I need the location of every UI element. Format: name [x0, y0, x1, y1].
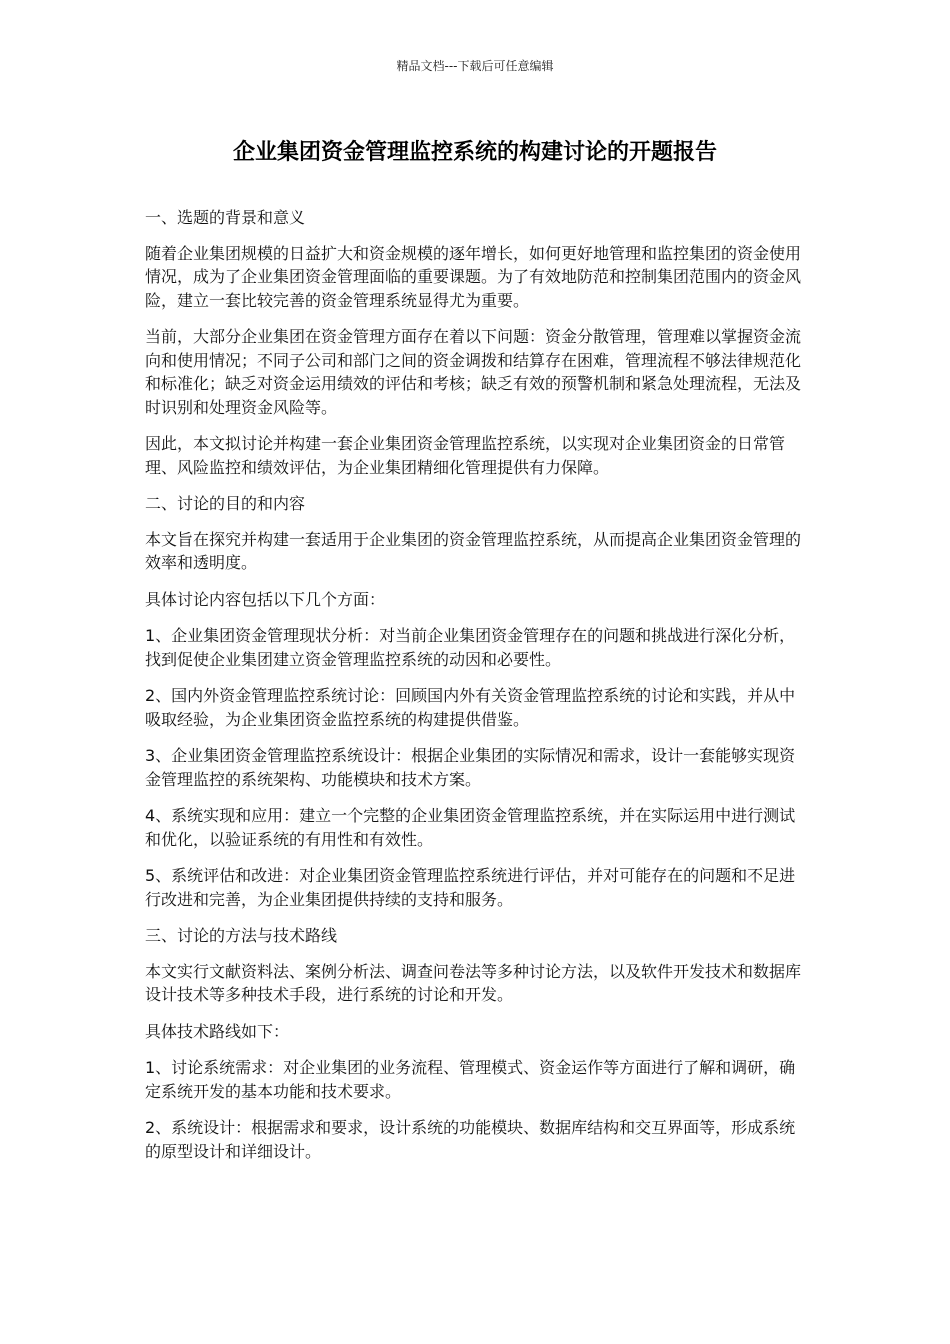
- paragraph: 本文旨在探究并构建一套适用于企业集团的资金管理监控系统，从而提高企业集团资金管理的效率和透明度。: [145, 529, 802, 572]
- list-item: 4、系统实现和应用：建立一个完整的企业集团资金管理监控系统，并在实际运用中进行测试和优化，以验证系统的有用性和有效性。: [145, 806, 796, 849]
- list-item: 3、企业集团资金管理监控系统设计：根据企业集团的实际情况和需求，设计一套能够实现资金管理监控的系统架构、功能模块和技术方案。: [145, 746, 796, 789]
- document-body: [145, 206, 807, 1176]
- list-item: 1、企业集团资金管理现状分析：对当前企业集团资金管理存在的问题和挑战进行深化分析，找到促使企业集团建立资金管理监控系统的动因和必要性。: [145, 626, 796, 669]
- paragraph: 随着企业集团规模的日益扩大和资金规模的逐年增长，如何更好地管理和监控集团的资金使用情况，成为了企业集团资金管理面临的重要课题。为了有效地防范和控制集团范围内的资金风险，建立一套比较完善的资金管理系统显得尤为重要。: [145, 243, 802, 310]
- section-heading-background: 一、选题的背景和意义: [145, 208, 306, 227]
- list-item: 2、国内外资金管理监控系统讨论：回顾国内外有关资金管理监控系统的讨论和实践，并从中吸取经验，为企业集团资金监控系统的构建提供借鉴。: [145, 686, 796, 729]
- paragraph: 当前，大部分企业集团在资金管理方面存在着以下问题：资金分散管理，管理难以掌握资金流向和使用情况；不同子公司和部门之间的资金调拨和结算存在困难，管理流程不够法律规范化和标准化；缺乏对资金运用绩效的评估和考核；缺乏有效的预警机制和紧急处理流程，无法及时识别和处理资金风险等。: [145, 327, 802, 417]
- list-item: 5、系统评估和改进：对企业集团资金管理监控系统进行评估，并对可能存在的问题和不足进行改进和完善，为企业集团提供持续的支持和服务。: [145, 866, 796, 909]
- section-heading-methods: 三、讨论的方法与技术路线: [145, 926, 338, 945]
- paragraph: 具体讨论内容包括以下几个方面：: [145, 589, 386, 609]
- document-title: 企业集团资金管理监控系统的构建讨论的开题报告: [232, 140, 717, 165]
- paragraph: 因此，本文拟讨论并构建一套企业集团资金管理监控系统，以实现对企业集团资金的日常管理、风险监控和绩效评估，为企业集团精细化管理提供有力保障。: [145, 434, 786, 477]
- paragraph: 本文实行文献资料法、案例分析法、调查问卷法等多种讨论方法，以及软件开发技术和数据库设计技术等多种技术手段，进行系统的讨论和开发。: [145, 961, 802, 1004]
- list-item: 2、系统设计：根据需求和要求，设计系统的功能模块、数据库结构和交互界面等，形成系统的原型设计和详细设计。: [145, 1118, 796, 1161]
- paragraph: 具体技术路线如下：: [145, 1021, 290, 1041]
- list-item: 1、讨论系统需求：对企业集团的业务流程、管理模式、资金运作等方面进行了解和调研，确定系统开发的基本功能和技术要求。: [145, 1058, 796, 1101]
- section-heading-purpose: 二、讨论的目的和内容: [145, 494, 306, 513]
- page-header: 精品文档---下载后可任意编辑: [396, 59, 554, 73]
